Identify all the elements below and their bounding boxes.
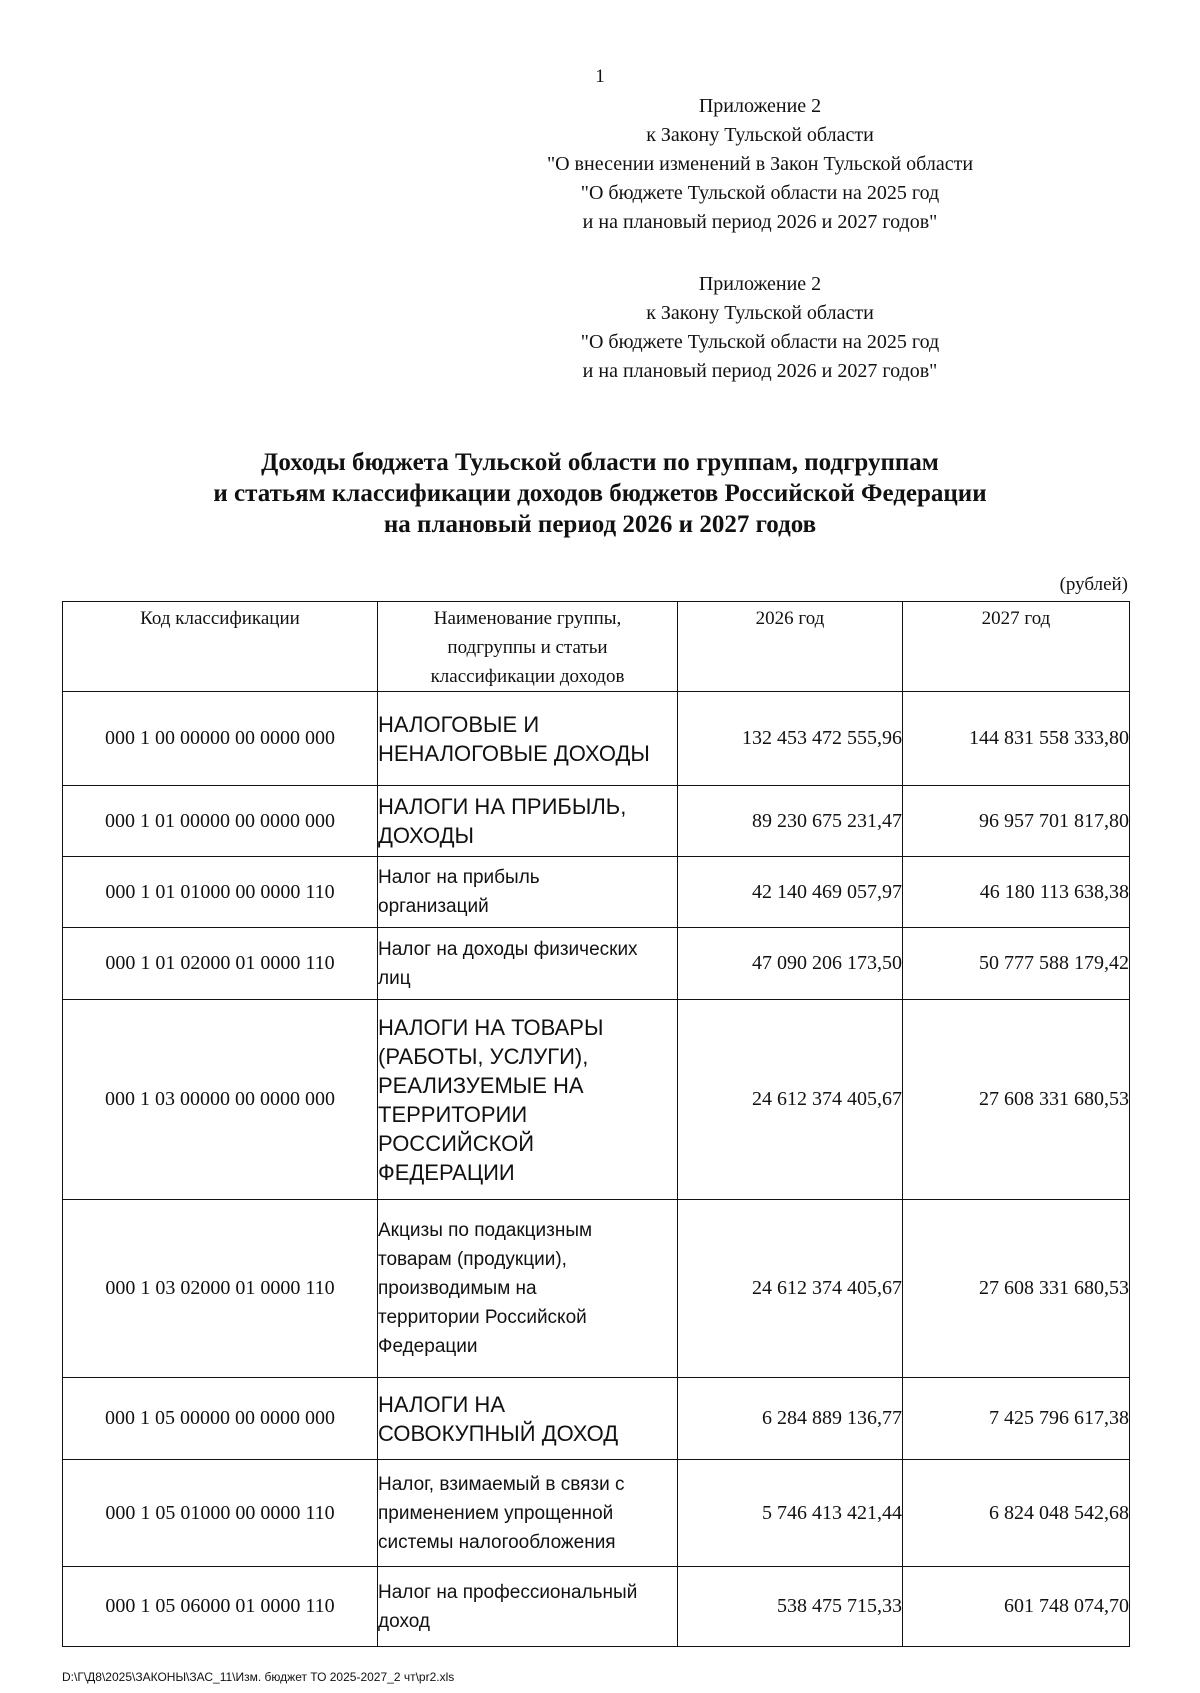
- row-name-line: лиц: [378, 967, 411, 989]
- row-name-line: Налог на прибыль: [378, 867, 540, 888]
- table-header-row: [63, 602, 1130, 692]
- page-number: 1: [595, 66, 605, 87]
- row-name-line: Акцизы по подакцизным: [378, 1220, 593, 1241]
- row-name: [378, 928, 678, 1000]
- row-name-line: Налог, взимаемый в связи с: [378, 1473, 625, 1495]
- row-value-2026: 24 612 374 405,67: [678, 1200, 903, 1378]
- row-name: [378, 786, 678, 857]
- row-name: [378, 692, 678, 786]
- row-name-line: ФЕДЕРАЦИИ: [378, 1159, 515, 1185]
- header-2027: 2027 год: [903, 602, 1130, 692]
- header-name-line: Наименование группы,: [433, 608, 622, 629]
- header-name: [378, 602, 678, 692]
- row-value-2027: 50 777 588 179,42: [903, 928, 1130, 1000]
- row-code: 000 1 00 00000 00 0000 000: [63, 692, 378, 786]
- row-value-2026: 6 284 889 136,77: [678, 1378, 903, 1460]
- row-value-2026: 24 612 374 405,67: [678, 1000, 903, 1200]
- annex-line: "О бюджете Тульской области на 2025 год: [580, 182, 940, 204]
- header-name-line: классификации доходов: [430, 666, 625, 687]
- annex-line: Приложение 2: [698, 95, 822, 117]
- row-name-line: Налог на доходы физических: [378, 938, 638, 960]
- row-name-line: РЕАЛИЗУЕМЫЕ НА: [378, 1072, 584, 1098]
- annex-line: и на плановый период 2026 и 2027 годов": [582, 360, 938, 382]
- row-name-line: НАЛОГИ НА: [378, 1391, 505, 1417]
- row-name-line: применением упрощенной: [378, 1502, 614, 1524]
- row-code: 000 1 03 00000 00 0000 000: [63, 1000, 378, 1200]
- row-code: 000 1 01 00000 00 0000 000: [63, 786, 378, 857]
- income-table: [62, 601, 1130, 1647]
- row-value-2026: 5 746 413 421,44: [678, 1460, 903, 1567]
- units-label: (рублей): [1059, 574, 1128, 595]
- row-value-2026: 89 230 675 231,47: [678, 786, 903, 857]
- row-code: 000 1 01 01000 00 0000 110: [63, 857, 378, 928]
- row-name: [378, 1000, 678, 1200]
- annex-line: к Закону Тульской области: [646, 124, 874, 146]
- header-name-line: подгруппы и статьи: [447, 637, 608, 658]
- row-value-2027: 27 608 331 680,53: [903, 1200, 1130, 1378]
- annex-amending-law: [480, 92, 1040, 237]
- row-value-2027: 46 180 113 638,38: [903, 857, 1130, 928]
- row-name-line: организаций: [378, 896, 489, 917]
- row-value-2027: 96 957 701 817,80: [903, 786, 1130, 857]
- row-name-line: Федерации: [378, 1336, 478, 1357]
- row-name-line: НЕНАЛОГОВЫЕ ДОХОДЫ: [378, 740, 650, 766]
- row-name: [378, 1200, 678, 1378]
- annex-line: "О внесении изменений в Закон Тульской области: [546, 153, 974, 175]
- row-value-2027: 601 748 074,70: [903, 1567, 1130, 1647]
- row-code: 000 1 05 00000 00 0000 000: [63, 1378, 378, 1460]
- table-row: [63, 786, 1130, 857]
- annex-line: и на плановый период 2026 и 2027 годов": [582, 211, 938, 233]
- table-row: [63, 1460, 1130, 1567]
- row-code: 000 1 05 01000 00 0000 110: [63, 1460, 378, 1567]
- row-name: [378, 1378, 678, 1460]
- title-line: на плановый период 2026 и 2027 годов: [383, 511, 817, 538]
- title-line: и статьям классификации доходов бюджетов Российской Федерации: [213, 480, 987, 507]
- annex-line: Приложение 2: [698, 273, 822, 295]
- row-value-2026: 47 090 206 173,50: [678, 928, 903, 1000]
- row-value-2027: 27 608 331 680,53: [903, 1000, 1130, 1200]
- row-value-2027: 6 824 048 542,68: [903, 1460, 1130, 1567]
- row-name-line: доход: [378, 1610, 430, 1632]
- row-code: 000 1 03 02000 01 0000 110: [63, 1200, 378, 1378]
- annex-line: к Закону Тульской области: [646, 302, 874, 324]
- annex-line: "О бюджете Тульской области на 2025 год: [580, 331, 940, 353]
- table-row: [63, 1567, 1130, 1647]
- row-name: [378, 1567, 678, 1647]
- row-name-line: ТЕРРИТОРИИ: [378, 1101, 528, 1127]
- table-row: [63, 1200, 1130, 1378]
- file-path-footer: D:\Г\Д8\2025\ЗАКОНЫ\ЗАС_11\Изм. бюджет ТО 2025-2027_2 чт\pr2.xls: [62, 1670, 455, 1684]
- title-line: Доходы бюджета Тульской области по группам, подгруппам: [261, 449, 939, 476]
- row-value-2026: 132 453 472 555,96: [678, 692, 903, 786]
- row-name-line: (РАБОТЫ, УСЛУГИ),: [378, 1043, 589, 1069]
- table-row: [63, 1378, 1130, 1460]
- row-name-line: ДОХОДЫ: [378, 823, 474, 848]
- row-name-line: РОССИЙСКОЙ: [378, 1130, 535, 1156]
- row-name-line: товарам (продукции),: [378, 1249, 567, 1270]
- header-2026: 2026 год: [678, 602, 903, 692]
- header-code: Код классификации: [63, 602, 378, 692]
- row-value-2027: 144 831 558 333,80: [903, 692, 1130, 786]
- row-value-2027: 7 425 796 617,38: [903, 1378, 1130, 1460]
- table-row: [63, 692, 1130, 786]
- row-name: [378, 857, 678, 928]
- row-value-2026: 42 140 469 057,97: [678, 857, 903, 928]
- row-name-line: производимым на: [378, 1278, 537, 1299]
- document-title: [100, 447, 1100, 540]
- row-name-line: системы налогообложения: [378, 1531, 616, 1553]
- row-name-line: территории Российской: [378, 1307, 587, 1328]
- row-code: 000 1 01 02000 01 0000 110: [63, 928, 378, 1000]
- table-row: [63, 857, 1130, 928]
- row-name-line: СОВОКУПНЫЙ ДОХОД: [378, 1420, 619, 1446]
- row-code: 000 1 05 06000 01 0000 110: [63, 1567, 378, 1647]
- row-name-line: НАЛОГОВЫЕ И: [378, 711, 540, 737]
- annex-original-law: [480, 270, 1040, 386]
- row-name-line: НАЛОГИ НА ПРИБЫЛЬ,: [378, 794, 627, 819]
- table-row: [63, 1000, 1130, 1200]
- table-row: [63, 928, 1130, 1000]
- row-name: [378, 1460, 678, 1567]
- row-name-line: НАЛОГИ НА ТОВАРЫ: [378, 1014, 604, 1040]
- row-value-2026: 538 475 715,33: [678, 1567, 903, 1647]
- row-name-line: Налог на профессиональный: [378, 1581, 638, 1603]
